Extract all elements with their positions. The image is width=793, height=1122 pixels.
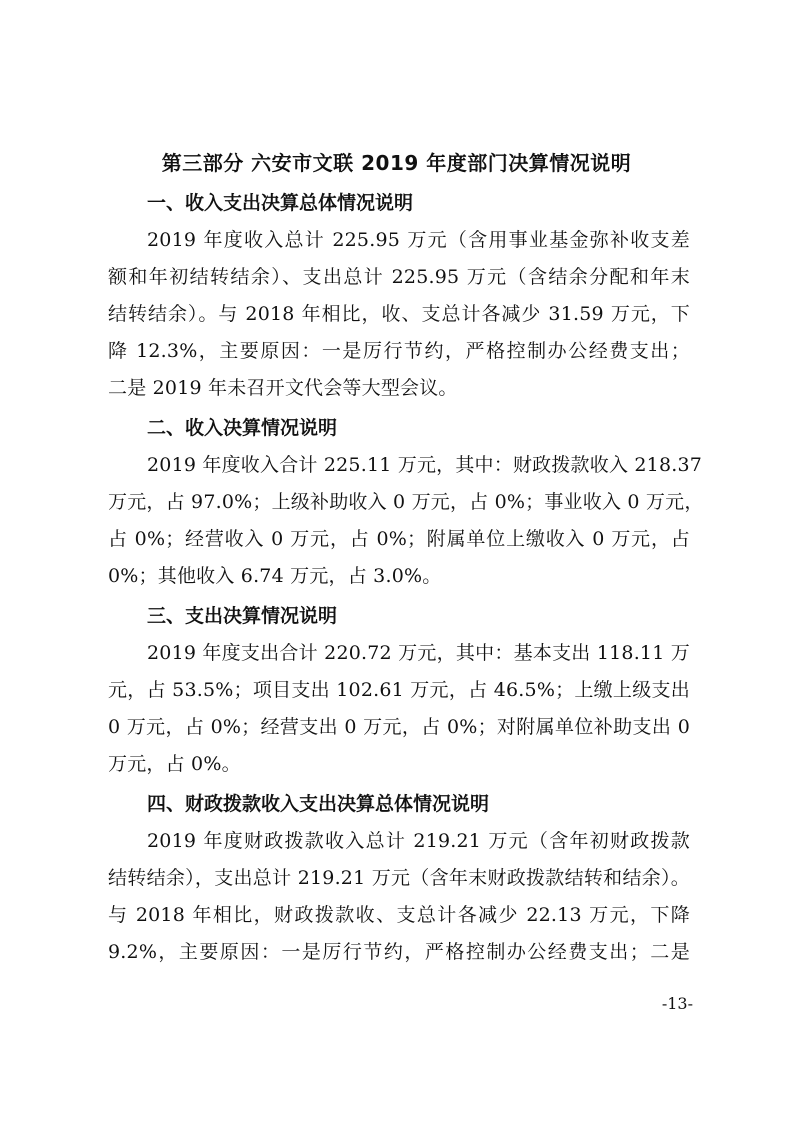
paragraph-line: 2019 年度财政拨款收入总计 219.21 万元（含年初财政拨款 bbox=[147, 830, 690, 852]
paragraph-line: 万元，占 0%。 bbox=[108, 753, 241, 775]
paragraph-line: 元，占 53.5%；项目支出 102.61 万元，占 46.5%；上缴上级支出 bbox=[108, 679, 690, 701]
section-heading-fiscal-appropriation: 四、财政拨款收入支出决算总体情况说明 bbox=[147, 793, 490, 815]
paragraph-line: 万元，占 97.0%；上级补助收入 0 万元，占 0%；事业收入 0 万元， bbox=[108, 491, 704, 513]
paragraph-line: 结转结余），支出总计 219.21 万元（含年末财政拨款结转和结余）。 bbox=[108, 867, 690, 889]
paragraph-line: 降 12.3%，主要原因：一是厉行节约，严格控制办公经费支出； bbox=[108, 340, 690, 362]
paragraph-line: 9.2%，主要原因：一是厉行节约，严格控制办公经费支出；二是 bbox=[108, 941, 690, 963]
paragraph-line: 二是 2019 年未召开文代会等大型会议。 bbox=[108, 377, 458, 399]
paragraph-line: 与 2018 年相比，财政拨款收、支总计各减少 22.13 万元，下降 bbox=[108, 904, 690, 926]
section-heading-expenditure: 三、支出决算情况说明 bbox=[147, 605, 338, 627]
paragraph-line: 2019 年度支出合计 220.72 万元，其中：基本支出 118.11 万 bbox=[147, 642, 690, 664]
page-title: 第三部分 六安市文联 2019 年度部门决算情况说明 bbox=[161, 151, 632, 175]
paragraph-line: 2019 年度收入总计 225.95 万元（含用事业基金弥补收支差 bbox=[147, 229, 690, 251]
section-heading-income-expenditure-overview: 一、收入支出决算总体情况说明 bbox=[147, 192, 414, 214]
paragraph-line: 额和年初结转结余）、支出总计 225.95 万元（含结余分配和年末 bbox=[108, 266, 690, 288]
paragraph-line: 0 万元，占 0%；经营支出 0 万元，占 0%；对附属单位补助支出 0 bbox=[108, 716, 690, 738]
paragraph-line: 0%；其他收入 6.74 万元，占 3.0%。 bbox=[108, 565, 442, 587]
paragraph-line: 占 0%；经营收入 0 万元，占 0%；附属单位上缴收入 0 万元，占 bbox=[108, 528, 690, 550]
section-heading-income: 二、收入决算情况说明 bbox=[147, 417, 338, 439]
paragraph-line: 2019 年度收入合计 225.11 万元，其中：财政拨款收入 218.37 bbox=[147, 454, 703, 476]
page-number: -13- bbox=[661, 994, 693, 1013]
paragraph-line: 结转结余）。与 2018 年相比，收、支总计各减少 31.59 万元，下 bbox=[108, 303, 690, 325]
